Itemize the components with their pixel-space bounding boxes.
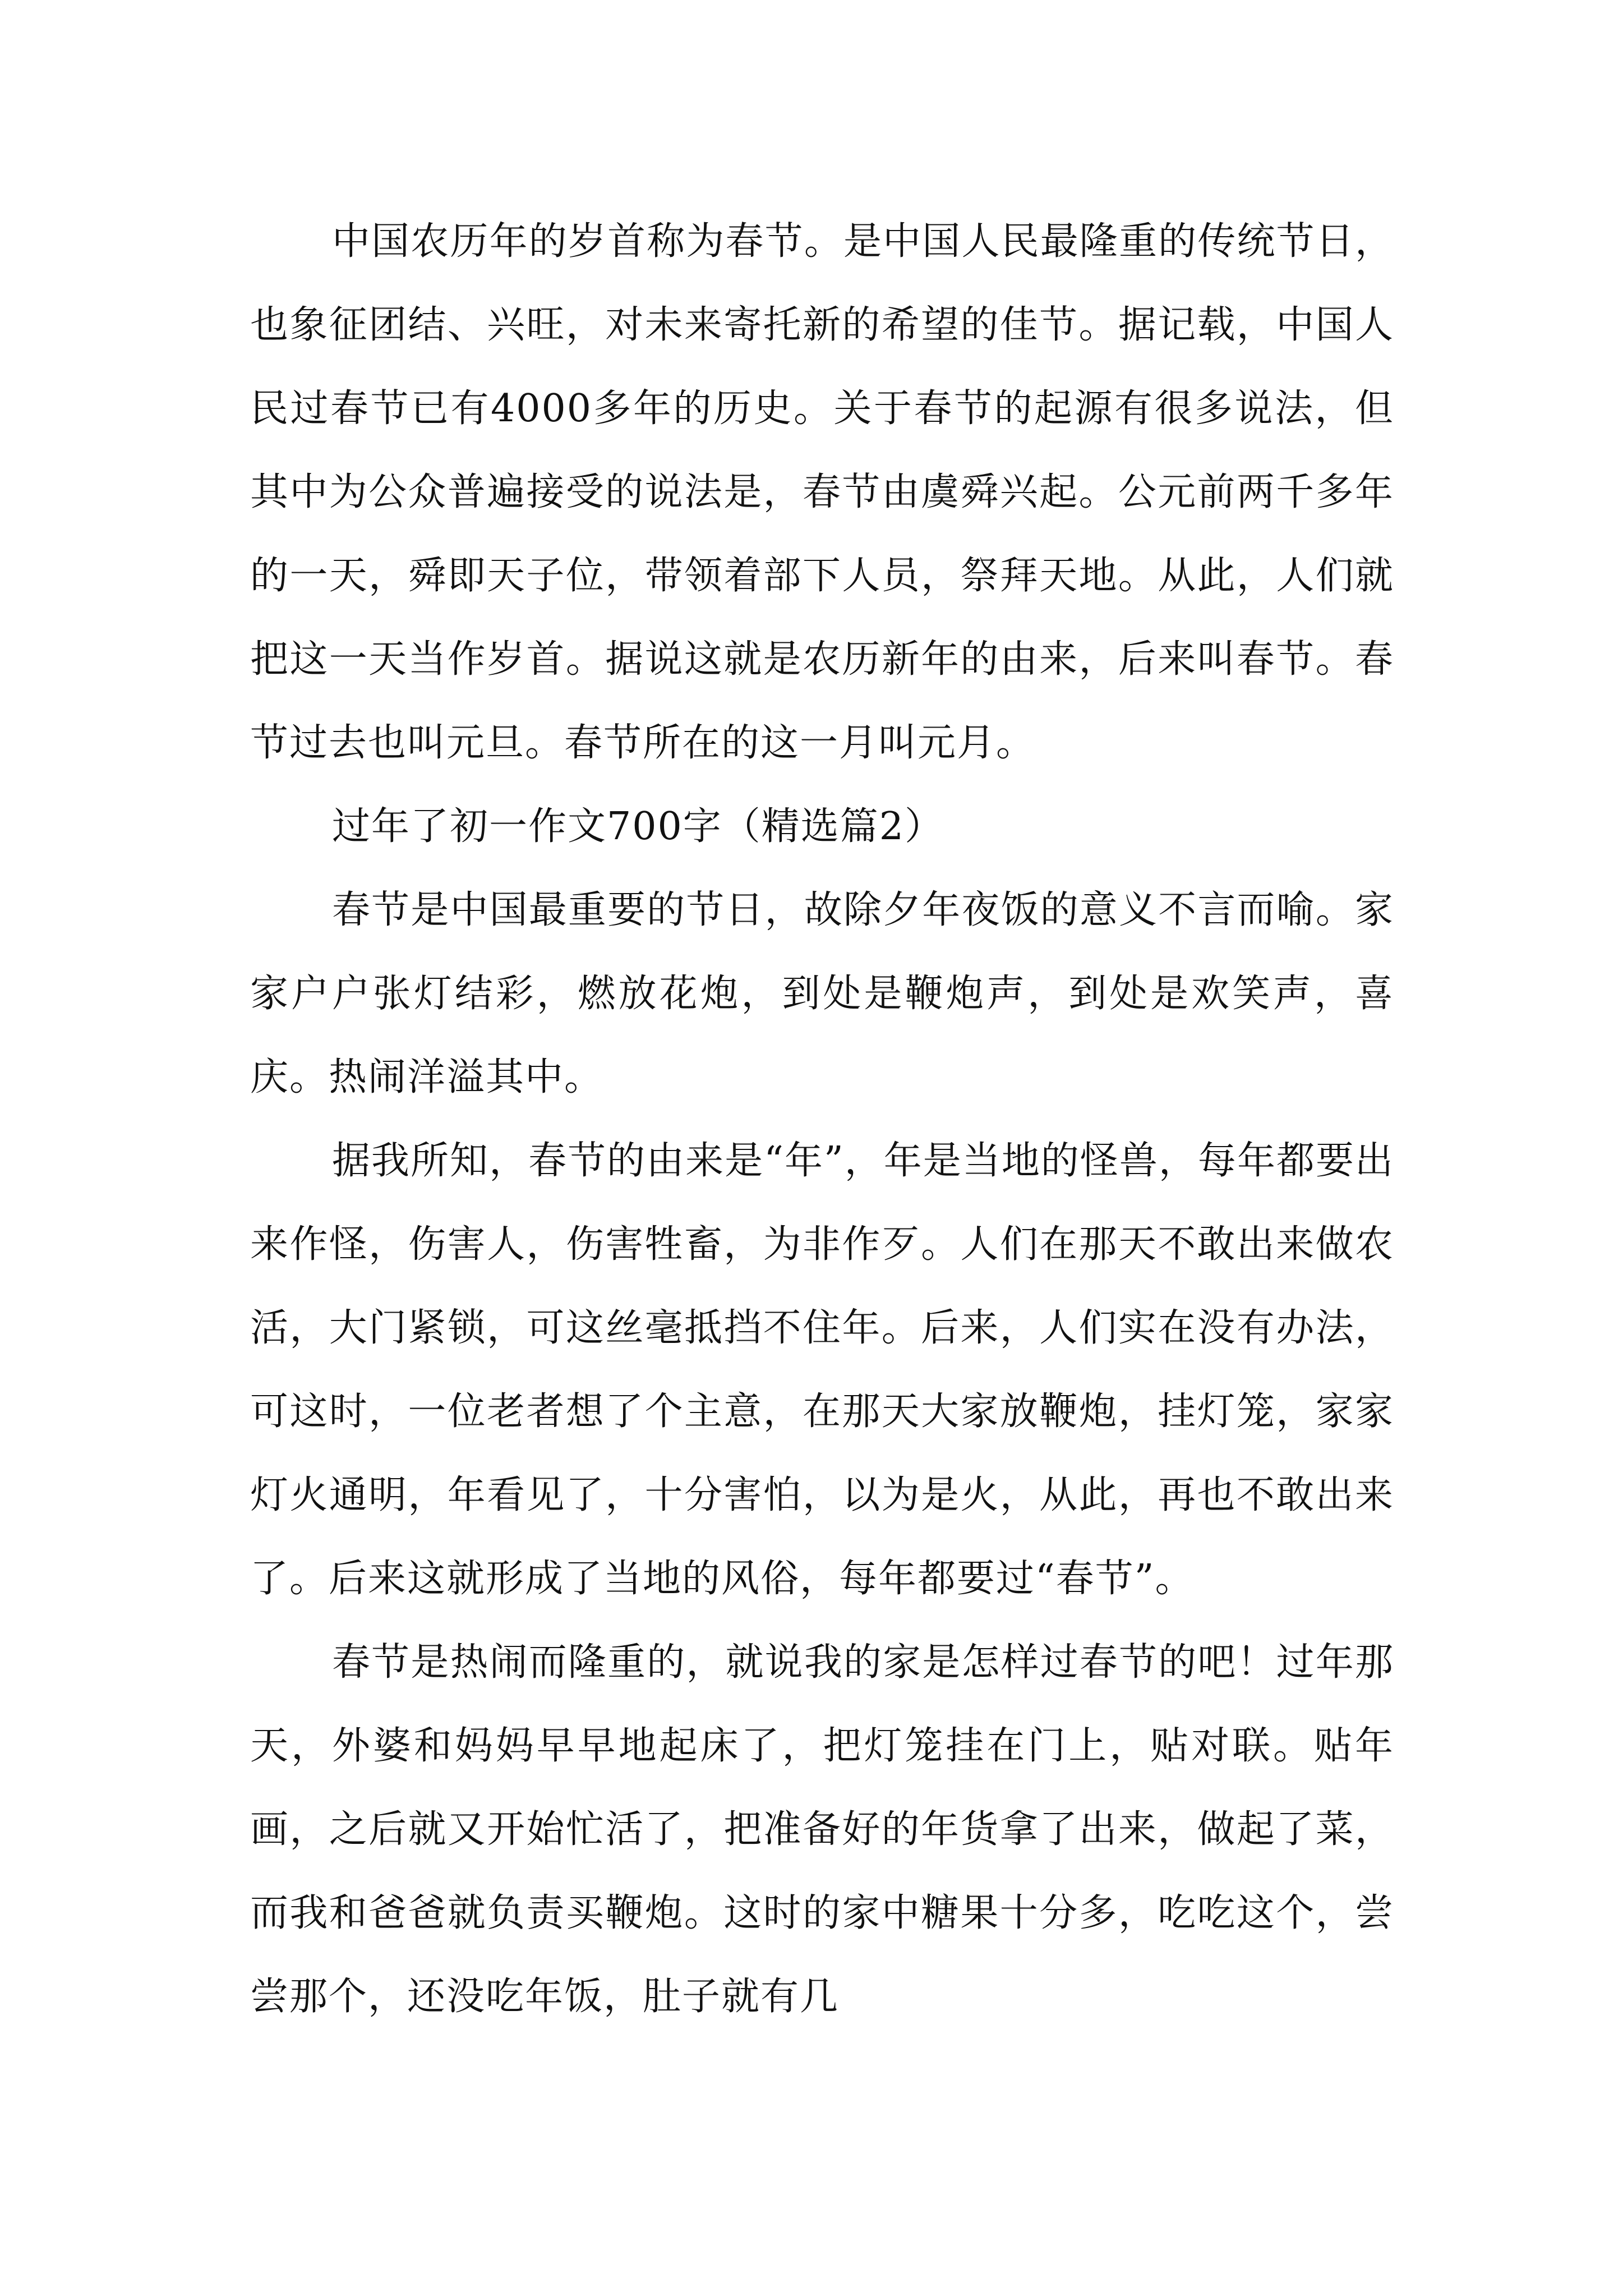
paragraph-new-year-eve: 春节是中国最重要的节日，故除夕年夜饭的意义不言而喻。家家户户张灯结彩，燃放花炮，到处是鞭炮声，到处是欢笑声，喜庆。热闹洋溢其中。 <box>250 888 1394 1099</box>
paragraph-nian-legend: 据我所知，春节的由来是“年”，年是当地的怪兽，每年都要出来作怪，伤害人，伤害牲畜，为非作歹。人们在那天不敢出来做农活，大门紧锁，可这丝毫抵挡不住年。后来，人们实在没有办法，可这时，一位老者想了个主意，在那天大家放鞭炮，挂灯笼，家家灯火通明，年看见了，十分害怕，以为是火，从此，再也不敢出来了。后来这就形成了当地的风俗，每年都要过“春节”。 <box>250 1139 1394 1601</box>
paragraph-spring-festival-origin: 中国农历年的岁首称为春节。是中国人民最隆重的传统节日，也象征团结、兴旺，对未来寄托新的希望的佳节。据记载，中国人民过春节已有4000多年的历史。关于春节的起源有很多说法，但其中为公众普遍接受的说法是，春节由虞舜兴起。公元前两千多年的一天，舜即天子位，带领着部下人员，祭拜天地。从此，人们就把这一天当作岁首。据说这就是农历新年的由来，后来叫春节。春节过去也叫元旦。春节所在的这一月叫元月。 <box>250 219 1394 765</box>
section-heading: 过年了初一作文700字（精选篇2） <box>332 804 944 849</box>
document-body <box>250 200 1394 2039</box>
paragraph-family-celebration: 春节是热闹而隆重的，就说我的家是怎样过春节的吧！过年那天，外婆和妈妈早早地起床了，把灯笼挂在门上，贴对联。贴年画，之后就又开始忙活了，把准备好的年货拿了出来，做起了菜，而我和爸爸就负责买鞭炮。这时的家中糖果十分多，吃吃这个，尝尝那个，还没吃年饭，肚子就有几 <box>250 1640 1394 2019</box>
